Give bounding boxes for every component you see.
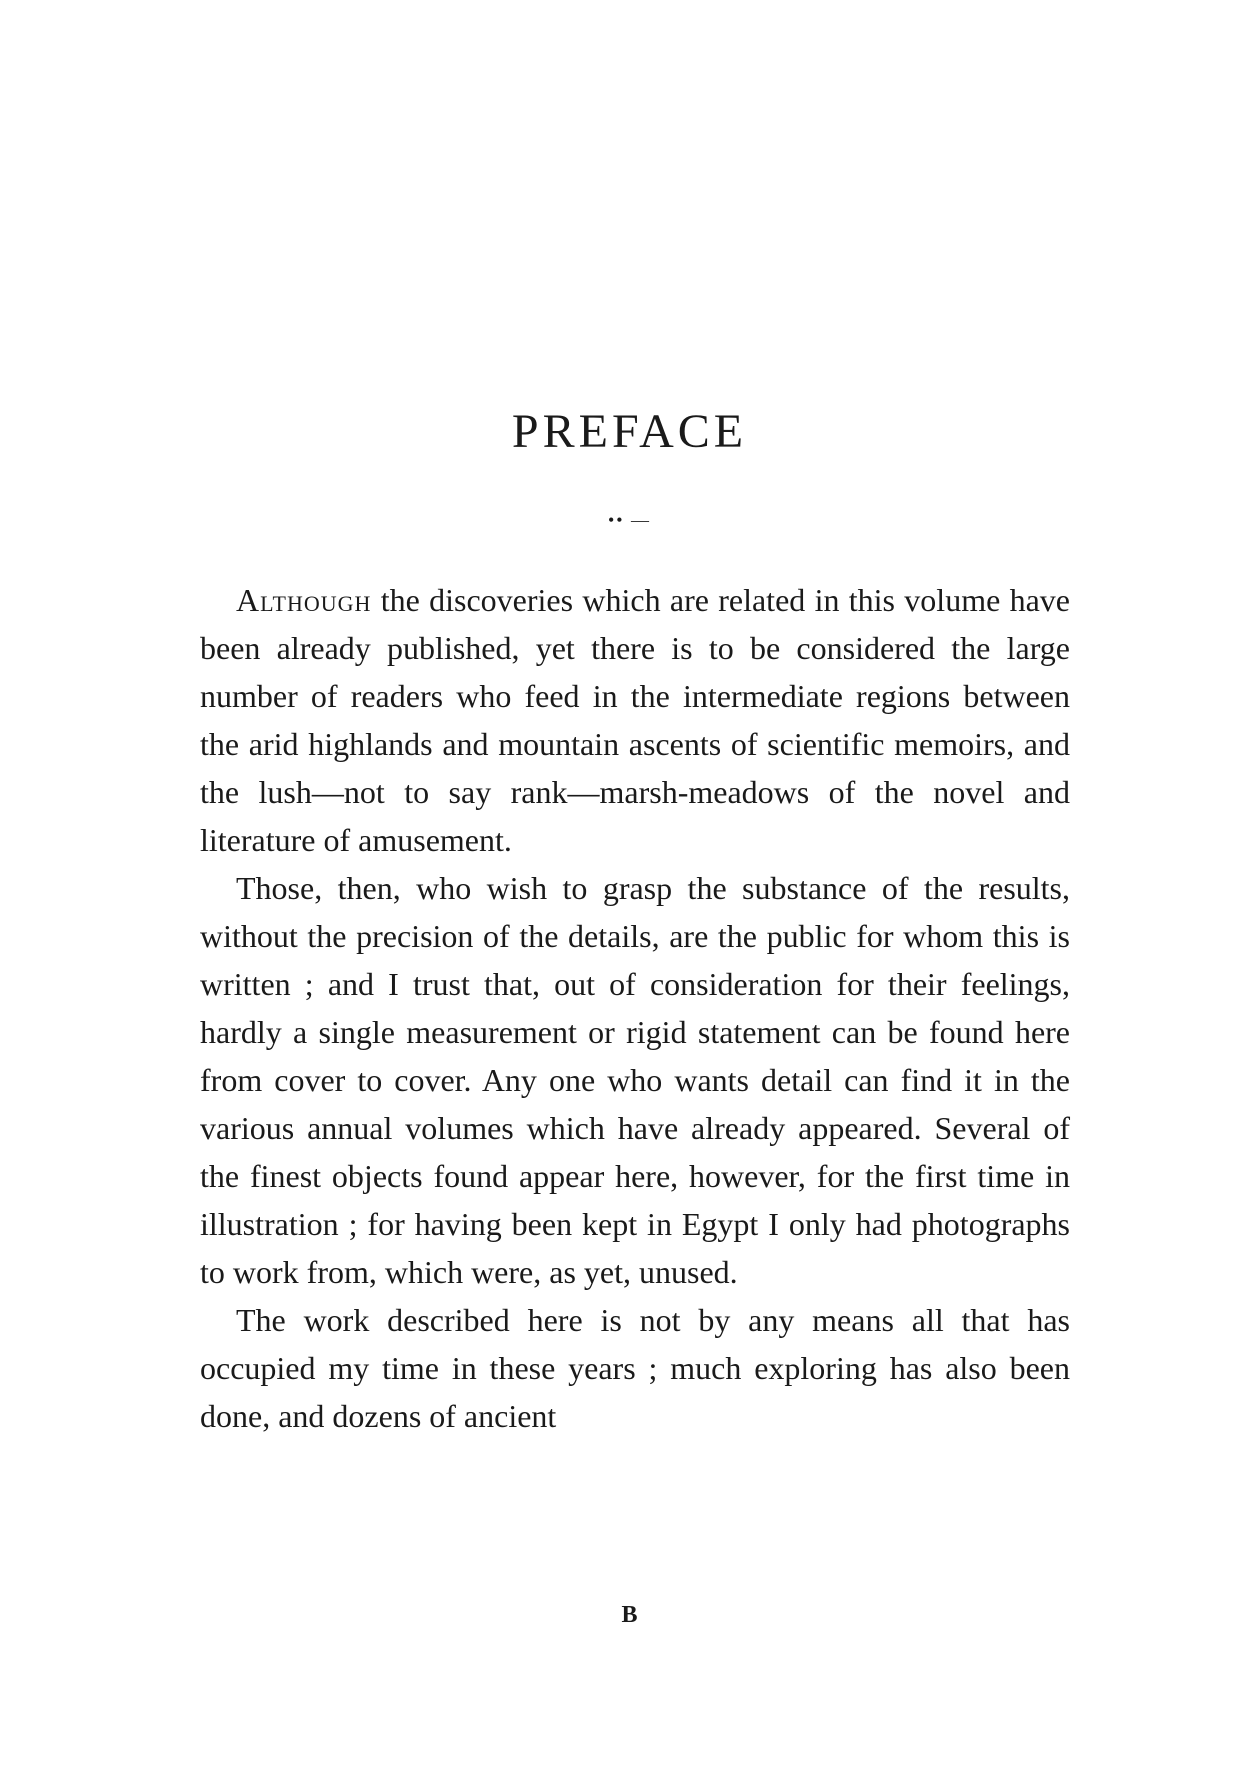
paragraph-1-lead: Although xyxy=(236,582,372,618)
paragraph-1 xyxy=(200,576,1070,864)
signature-mark: B xyxy=(621,1602,638,1628)
title-ornament: •• — xyxy=(607,510,652,530)
page-title: PREFACE xyxy=(511,405,748,458)
paragraph-1-text: the discoveries which are related in this volume have been already published, yet there is to be considered the large number of readers who feed in the intermediate regions between the arid highlands and mountain ascents of scientific memoirs, and the lush—not to say rank—marsh-meadows of the novel and literature of amusement. xyxy=(200,582,1070,858)
paragraph-3: The work described here is not by any means all that has occupied my time in these years ; much exploring has also been done, and dozens of ancient xyxy=(200,1302,1070,1434)
paragraph-2: Those, then, who wish to grasp the substance of the results, without the precision of the details, are the public for whom this is written ; and I trust that, out of consideration for their feelings, hardly a single measurement or rigid statement can be found here from cover to cover. Any one who wants detail can find it in the various annual volumes which have already appeared. Several of the finest objects found appear here, however, for the first time in illustration ; for having been kept in Egypt I only had photographs to work from, which were, as yet, unused. xyxy=(200,870,1070,1290)
preface-body xyxy=(200,576,1070,1440)
